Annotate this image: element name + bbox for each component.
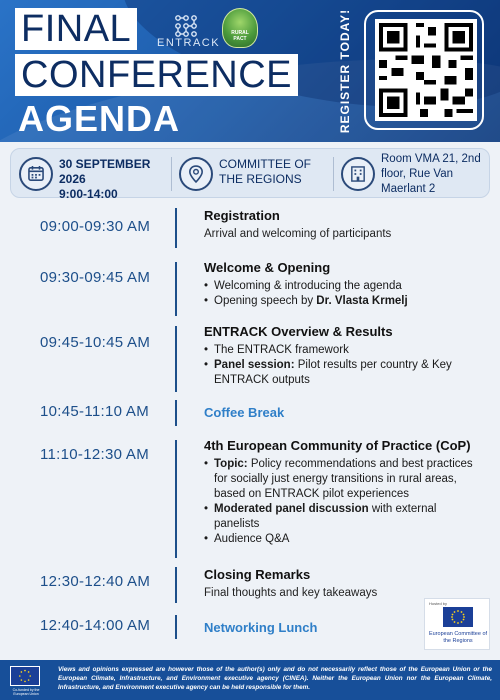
agenda-bullet: • Moderated panel discussion with external panelists bbox=[204, 502, 480, 532]
agenda-bullets bbox=[204, 343, 484, 388]
agenda-title: Registration bbox=[204, 208, 280, 223]
agenda-time: 09:30-09:45 AM bbox=[40, 269, 151, 286]
event-date-time bbox=[59, 157, 171, 202]
agenda-desc: Final thoughts and key takeaways bbox=[204, 587, 378, 599]
agenda-divider bbox=[175, 262, 177, 316]
agenda-content bbox=[204, 405, 484, 424]
committee-of-regions-logo bbox=[424, 598, 490, 650]
event-venue: COMMITTEE OF THE REGIONS bbox=[219, 157, 311, 186]
agenda-time: 09:45-10:45 AM bbox=[40, 334, 151, 351]
agenda-title: Networking Lunch bbox=[204, 620, 318, 635]
agenda-content bbox=[204, 438, 480, 547]
agenda-bullet: • Opening speech by Dr. Vlasta Krmelj bbox=[204, 294, 484, 309]
agenda-time: 09:00-09:30 AM bbox=[40, 218, 151, 235]
agenda-divider bbox=[175, 208, 177, 248]
location-pin-icon bbox=[179, 157, 213, 191]
header-banner bbox=[0, 0, 500, 142]
event-room: Room VMA 21, 2nd floor, Rue Van Maerlant 2 bbox=[381, 153, 481, 195]
agenda-time: 11:10-12:30 AM bbox=[40, 446, 149, 463]
agenda-title: Closing Remarks bbox=[204, 567, 311, 582]
disclaimer-text: Views and opinions expressed are however those of the author(s) only and do not necessarily reflect those of the European Union or the European Climate, Infrastructure, and Environment executive agency (CINEA). Neither the European Union nor the European Climate, Infrastructure, and Environment executive agency can be held responsible for them. bbox=[58, 666, 492, 691]
agenda-bullet: • Audience Q&A bbox=[204, 532, 480, 547]
event-info-bar bbox=[10, 148, 490, 201]
agenda-desc: Arrival and welcoming of participants bbox=[204, 228, 392, 240]
footer-bar bbox=[0, 660, 500, 700]
info-divider bbox=[171, 157, 172, 191]
agenda-divider bbox=[175, 567, 177, 603]
qr-code-icon[interactable] bbox=[375, 19, 477, 121]
agenda-divider bbox=[175, 326, 177, 392]
title-conference: CONFERENCE bbox=[15, 54, 298, 96]
committee-label: European Committee of the Regions bbox=[428, 631, 488, 644]
agenda-time: 12:30-12:40 AM bbox=[40, 573, 151, 590]
info-divider bbox=[333, 157, 334, 191]
agenda-bullets bbox=[204, 279, 484, 309]
agenda-bullets bbox=[204, 457, 480, 547]
entrack-label: ENTRACK bbox=[157, 37, 221, 49]
speaker-name: Dr. Vlasta Krmelj bbox=[316, 295, 408, 307]
calendar-icon bbox=[19, 157, 53, 191]
agenda-content bbox=[204, 260, 484, 309]
agenda-content bbox=[204, 567, 484, 601]
agenda-time: 10:45-11:10 AM bbox=[40, 403, 149, 420]
title-final: FINAL bbox=[15, 8, 137, 50]
agenda-bullet: • Welcoming & introducing the agenda bbox=[204, 279, 484, 294]
register-today-label: REGISTER TODAY! bbox=[338, 8, 352, 134]
agenda-time: 12:40-14:00 AM bbox=[40, 617, 151, 634]
agenda-title: Welcome & Opening bbox=[204, 260, 331, 275]
event-hours: 9:00-14:00 bbox=[59, 187, 118, 201]
agenda-content bbox=[204, 324, 484, 388]
agenda-bullet: • The ENTRACK framework bbox=[204, 343, 484, 358]
agenda-divider bbox=[175, 400, 177, 426]
agenda-divider bbox=[175, 440, 177, 558]
funded-label: Co-funded by the European Union bbox=[12, 688, 40, 696]
agenda-content bbox=[204, 208, 484, 242]
agenda-title: 4th European Community of Practice (CoP) bbox=[204, 438, 471, 453]
agenda-title: Coffee Break bbox=[204, 405, 285, 420]
rural-pact-label: RURAL PACT bbox=[231, 30, 249, 42]
eu-flag-icon bbox=[443, 607, 473, 627]
building-icon bbox=[341, 157, 375, 191]
agenda-bullet: • Panel session: Pilot results per country & Key ENTRACK outputs bbox=[204, 358, 484, 388]
title-agenda: AGENDA bbox=[18, 98, 181, 139]
hosted-by-label: Hosted by bbox=[429, 601, 448, 606]
event-date: 30 SEPTEMBER 2026 bbox=[59, 157, 151, 186]
rural-pact-logo-icon bbox=[222, 8, 258, 48]
agenda-title: ENTRACK Overview & Results bbox=[204, 324, 393, 339]
agenda-bullet: • Topic: Policy recommendations and best practices for socially just energy transitions in rural areas, based on ENTRACK pilot experiences bbox=[204, 457, 480, 502]
agenda-divider bbox=[175, 615, 177, 639]
eu-funded-flag-icon bbox=[10, 666, 40, 686]
